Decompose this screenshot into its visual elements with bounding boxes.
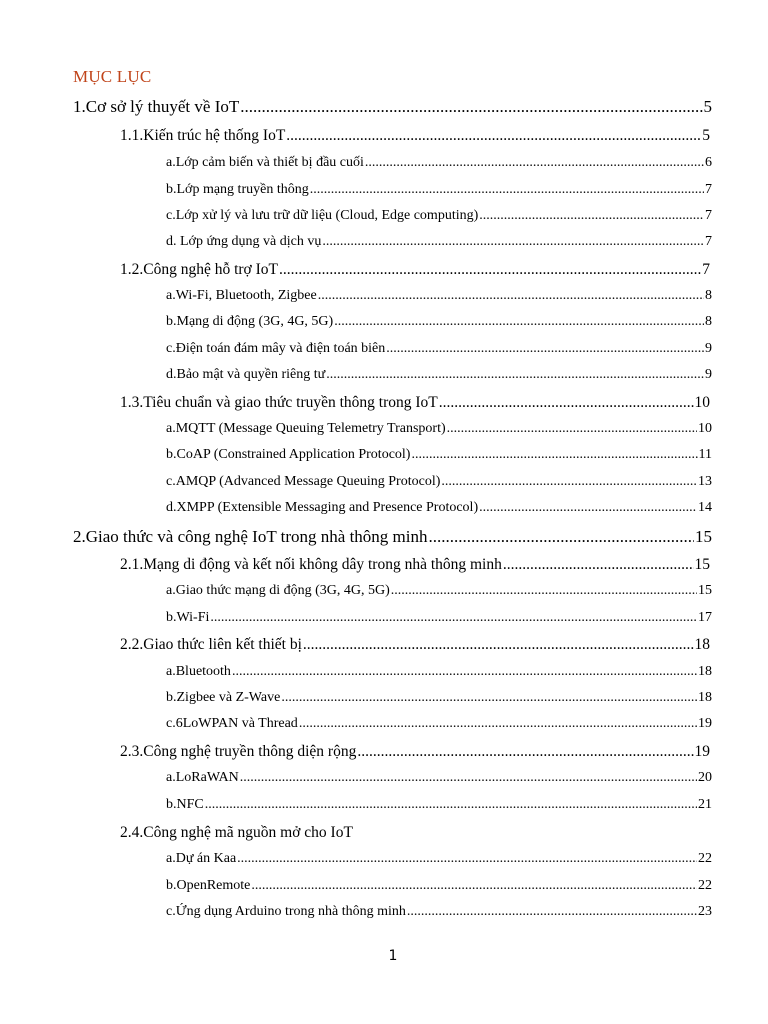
toc-entry[interactable] xyxy=(166,851,712,867)
toc-entry[interactable] xyxy=(166,155,712,171)
toc-entry-page: 7 xyxy=(702,261,710,278)
toc-entry-label: d.Bảo mật và quyền riêng tư xyxy=(166,367,326,382)
toc-entry-label: 1.Cơ sở lý thuyết về IoT xyxy=(73,97,240,116)
toc-entry[interactable] xyxy=(166,716,712,732)
toc-entry[interactable] xyxy=(166,288,712,304)
toc-entry[interactable] xyxy=(166,314,712,330)
dot-leader xyxy=(205,797,697,813)
toc-entry[interactable] xyxy=(166,583,712,599)
toc-entry-label: c.Ứng dụng Arduino trong nhà thông minh xyxy=(166,904,406,919)
toc-entry-page: 14 xyxy=(698,500,712,515)
toc-entry[interactable] xyxy=(166,610,712,626)
toc-entry[interactable] xyxy=(166,664,712,680)
dot-leader xyxy=(391,583,697,599)
toc-entry-label: a.MQTT (Message Queuing Telemetry Transport) xyxy=(166,421,446,436)
toc-entry-page: 22 xyxy=(698,878,712,893)
dot-leader xyxy=(407,904,697,920)
dot-leader xyxy=(334,314,704,330)
toc-entry-label: b.NFC xyxy=(166,797,204,812)
toc-entry[interactable] xyxy=(120,636,710,654)
toc-entry-page: 22 xyxy=(698,851,712,866)
dot-leader xyxy=(357,743,693,761)
toc-entry-label: a.Wi-Fi, Bluetooth, Zigbee xyxy=(166,288,317,303)
toc-entry-page: 15 xyxy=(695,527,712,546)
toc-entry-label: b.Mạng di động (3G, 4G, 5G) xyxy=(166,314,334,329)
toc-entry-page: 23 xyxy=(698,904,712,919)
dot-leader xyxy=(326,367,704,383)
toc-entry[interactable] xyxy=(120,556,710,574)
toc-entry-page: 9 xyxy=(705,367,712,382)
toc-entry-label: 2.1.Mạng di động và kết nối không dây trong nhà thông minh xyxy=(120,556,502,573)
dot-leader xyxy=(240,770,697,786)
toc-entry[interactable] xyxy=(120,743,710,761)
toc-entry-label: d.XMPP (Extensible Messaging and Presence Protocol) xyxy=(166,500,479,515)
toc-entry[interactable] xyxy=(166,500,712,516)
toc-entry-page: 7 xyxy=(705,234,712,249)
toc-entry[interactable] xyxy=(73,527,712,547)
toc-entry-page: 18 xyxy=(698,690,712,705)
toc-entry[interactable] xyxy=(120,394,710,412)
toc-entry[interactable] xyxy=(120,127,710,145)
toc-entry[interactable] xyxy=(166,770,712,786)
toc-entry-label: c.AMQP (Advanced Message Queuing Protocol) xyxy=(166,474,441,489)
toc-entry-page: 7 xyxy=(705,182,712,197)
dot-leader xyxy=(232,664,697,680)
toc-entry-page: 9 xyxy=(705,341,712,356)
dot-leader xyxy=(237,851,697,867)
toc-entry-label: c.Lớp xử lý và lưu trữ dữ liệu (Cloud, Edge computing) xyxy=(166,208,479,223)
toc-entry[interactable] xyxy=(73,97,712,117)
toc-entry-page: 5 xyxy=(702,127,710,144)
toc-entry-page: 17 xyxy=(698,610,712,625)
toc-entry-label: b.CoAP (Constrained Application Protocol) xyxy=(166,447,411,462)
toc-entry-label: 1.2.Công nghệ hỗ trợ IoT xyxy=(120,261,279,278)
toc-entry-page: 15 xyxy=(694,556,710,573)
toc-entry-page: 15 xyxy=(698,583,712,598)
dot-leader xyxy=(318,288,704,304)
toc-entry-label: 1.1.Kiến trúc hệ thống IoT xyxy=(120,127,286,144)
toc-entry[interactable] xyxy=(166,341,712,357)
toc-entry-label: a.Giao thức mạng di động (3G, 4G, 5G) xyxy=(166,583,390,598)
dot-leader xyxy=(240,97,702,117)
toc-entry-page: 18 xyxy=(698,664,712,679)
toc-entry-page: 13 xyxy=(698,474,712,489)
toc-entry-label: a.Bluetooth xyxy=(166,664,231,679)
toc-entry-page: 19 xyxy=(694,743,710,760)
toc-entry[interactable] xyxy=(166,234,712,250)
dot-leader xyxy=(503,556,694,574)
toc-entry-label: a.Dự án Kaa xyxy=(166,851,237,866)
toc-entry-label: a.Lớp cảm biến và thiết bị đầu cuối xyxy=(166,155,364,170)
toc-entry-page: 18 xyxy=(694,636,710,653)
dot-leader xyxy=(322,234,704,250)
dot-leader xyxy=(447,421,697,437)
toc-entry-page: 8 xyxy=(705,288,712,303)
toc-entry-page: 10 xyxy=(698,421,712,436)
toc-entry[interactable] xyxy=(166,797,712,813)
toc-entry[interactable] xyxy=(166,421,712,437)
toc-entry-label: 2.3.Công nghệ truyền thông diện rộng xyxy=(120,743,357,760)
toc-entry-page: 10 xyxy=(694,394,710,411)
toc-entry-label: b.Zigbee và Z-Wave xyxy=(166,690,281,705)
toc-entry[interactable] xyxy=(166,474,712,490)
toc-entry-label: c.Điện toán đám mây và điện toán biên xyxy=(166,341,386,356)
toc-entry-page: 6 xyxy=(705,155,712,170)
toc-entry-label: 2.2.Giao thức liên kết thiết bị xyxy=(120,636,302,653)
toc-entry-page: 8 xyxy=(705,314,712,329)
dot-leader xyxy=(210,610,697,626)
toc-entry-label: c.6LoWPAN và Thread xyxy=(166,716,298,731)
toc-entry[interactable] xyxy=(166,367,712,383)
dot-leader xyxy=(479,208,704,224)
toc-entry-label: b.OpenRemote xyxy=(166,878,251,893)
toc-entry-label: a.LoRaWAN xyxy=(166,770,239,785)
toc-entry-page: 11 xyxy=(698,447,712,462)
toc-entry-label: 2.4.Công nghệ mã nguồn mở cho IoT xyxy=(120,824,353,841)
toc-entry-label: b.Lớp mạng truyền thông xyxy=(166,182,309,197)
toc-entry[interactable] xyxy=(166,447,712,463)
dot-leader xyxy=(310,182,704,198)
dot-leader xyxy=(441,474,697,490)
dot-leader xyxy=(429,527,694,547)
toc-entry[interactable] xyxy=(120,824,710,842)
toc-entry-page: 21 xyxy=(698,797,712,812)
dot-leader xyxy=(286,127,701,145)
dot-leader xyxy=(279,261,701,279)
toc-entry[interactable] xyxy=(166,904,712,920)
toc-entry-page: 7 xyxy=(705,208,712,223)
dot-leader xyxy=(303,636,694,654)
toc-entry[interactable] xyxy=(166,182,712,198)
toc-entry-label: d. Lớp ứng dụng và dịch vụ xyxy=(166,234,322,249)
dot-leader xyxy=(365,155,704,171)
toc-entry-label: 2.Giao thức và công nghệ IoT trong nhà thông minh xyxy=(73,527,428,546)
toc-entry-page: 19 xyxy=(698,716,712,731)
toc-entry-label: 1.3.Tiêu chuẩn và giao thức truyền thông trong IoT xyxy=(120,394,438,411)
toc-entry-label: b.Wi-Fi xyxy=(166,610,210,625)
dot-leader xyxy=(479,500,697,516)
toc-entry[interactable] xyxy=(166,208,712,224)
toc-title: MỤC LỤC xyxy=(73,67,152,86)
dot-leader xyxy=(411,447,697,463)
toc-entry[interactable] xyxy=(166,878,712,894)
dot-leader xyxy=(299,716,697,732)
toc-entry[interactable] xyxy=(120,261,710,279)
dot-leader xyxy=(386,341,704,357)
dot-leader xyxy=(281,690,697,706)
page-number: 1 xyxy=(388,948,398,964)
dot-leader xyxy=(251,878,697,894)
toc-entry[interactable] xyxy=(166,690,712,706)
dot-leader xyxy=(439,394,694,412)
toc-entry-page: 5 xyxy=(703,97,712,116)
toc-entry-page: 20 xyxy=(698,770,712,785)
